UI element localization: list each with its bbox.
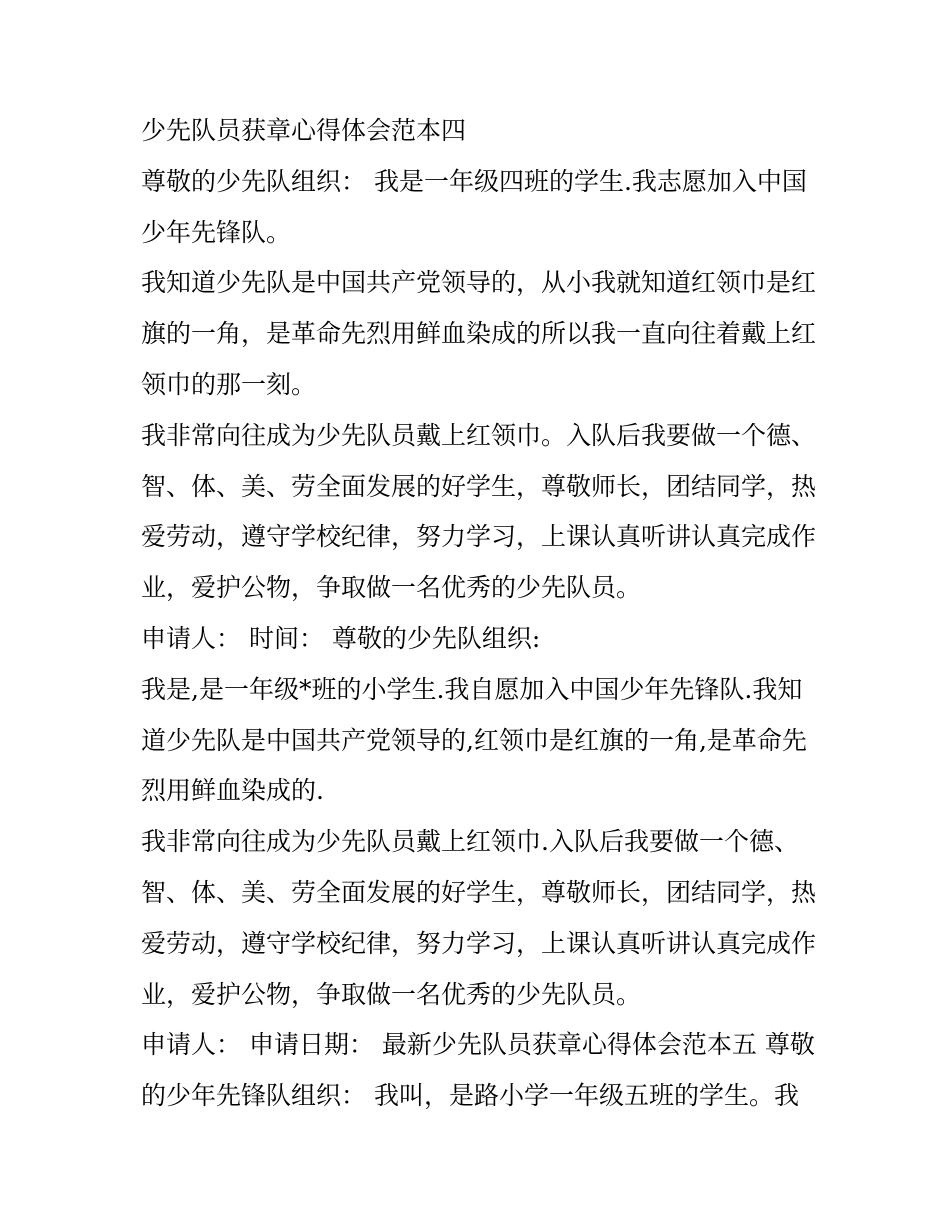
- text-line: 我非常向往成为少先队员戴上红领巾。入队后我要做一个德、: [141, 420, 817, 450]
- text-line: 智、体、美、劳全面发展的好学生，尊敬师长，团结同学，热: [141, 471, 817, 501]
- text-line: 旗的一角，是革命先烈用鲜血染成的所以我一直向往着戴上红: [141, 319, 817, 349]
- text-line: 我知道少先队是中国共产党领导的，从小我就知道红领巾是红: [141, 268, 817, 298]
- text-line: 烈用鲜血染成的.: [141, 776, 324, 806]
- text-line: 尊敬的少先队组织： 我是一年级四班的学生.我志愿加入中国: [141, 166, 807, 196]
- text-line: 智、体、美、劳全面发展的好学生，尊敬师长，团结同学，热: [141, 877, 817, 907]
- text-line: 少年先锋队。: [141, 217, 292, 247]
- text-line: 业，爱护公物，争取做一名优秀的少先队员。: [141, 979, 642, 1009]
- document-page: [141, 106, 821, 1122]
- document-title: 少先队员获章心得体会范本四: [141, 116, 467, 145]
- text-line: 爱劳动，遵守学校纪律，努力学习，上课认真听讲认真完成作: [141, 928, 817, 958]
- text-line: 道少先队是中国共产党领导的,红领巾是红旗的一角,是革命先: [141, 725, 807, 755]
- text-line: 领巾的那一刻。: [141, 369, 317, 399]
- text-line: 我非常向往成为少先队员戴上红领巾.入队后我要做一个德、: [141, 827, 799, 857]
- text-line: 申请人： 时间： 尊敬的少先队组织:: [141, 623, 541, 653]
- text-line: 我是,是一年级*班的小学生.我自愿加入中国少年先锋队.我知: [141, 674, 803, 704]
- text-line: 申请人： 申请日期： 最新少先队员获章心得体会范本五 尊敬: [141, 1030, 815, 1060]
- text-line: 爱劳动，遵守学校纪律，努力学习，上课认真听讲认真完成作: [141, 522, 817, 552]
- text-line: 的少年先锋队组织： 我叫，是路小学一年级五班的学生。我: [141, 1081, 799, 1111]
- text-line: 业，爱护公物，争取做一名优秀的少先队员。: [141, 573, 642, 603]
